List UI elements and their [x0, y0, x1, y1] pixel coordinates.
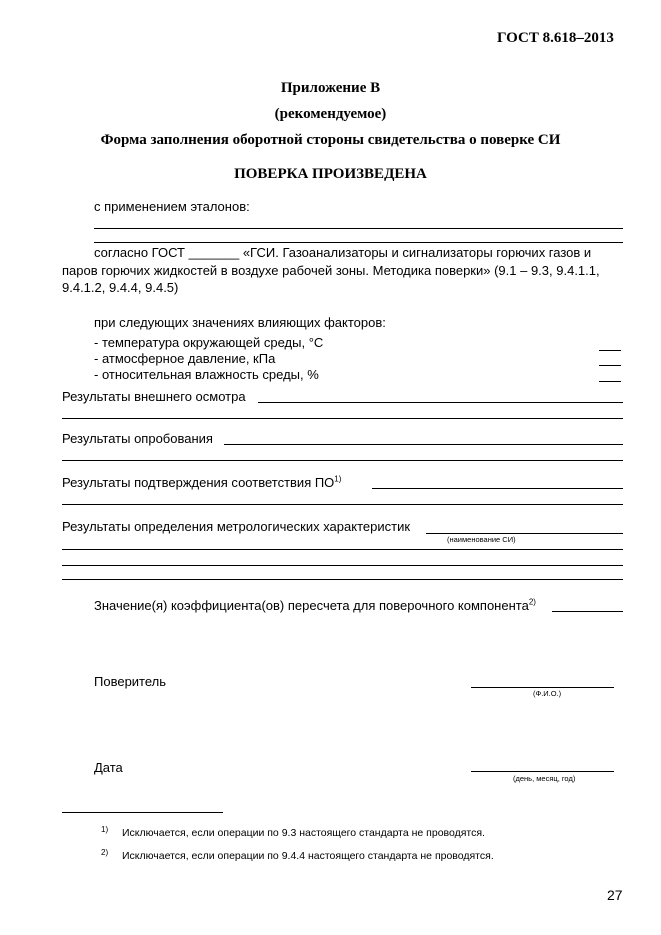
visual-inspection-label: Результаты внешнего осмотра [62, 389, 246, 404]
coefficient-line [552, 611, 623, 612]
metrology-line-3 [62, 565, 623, 566]
standards-text-2: паров горючих жидкостей в воздухе рабочей зоны. Методика поверки» (9.1 – 9.3, 9.4.1.1, [62, 263, 600, 278]
testing-line-2 [62, 460, 623, 461]
date-line [471, 771, 614, 772]
factor-humidity-blank [599, 381, 621, 382]
page-number: 27 [607, 887, 623, 903]
metrology-line-1 [426, 533, 623, 534]
testing-line-1 [224, 444, 623, 445]
appendix-subtitle: Форма заполнения оборотной стороны свидетельства о поверке СИ [100, 132, 561, 148]
software-line-2 [62, 504, 623, 505]
factor-temperature: - температура окружающей среды, °С [94, 335, 324, 350]
metrology-line-2 [62, 549, 623, 550]
factors-label: при следующих значениях влияющих факторов: [94, 315, 386, 330]
coefficient-footnote-mark: 2) [528, 597, 536, 607]
standards-line-1 [94, 228, 623, 229]
factor-temperature-blank [599, 350, 621, 351]
footnote-2-text: Исключается, если операции по 9.4.4 настоящего стандарта не проводятся. [122, 850, 494, 862]
footnote-separator [62, 812, 223, 813]
coefficient-label: Значение(я) коэффициента(ов) пересчета для поверочного компонента$^{2)}$ [94, 597, 536, 613]
software-line-1 [372, 488, 623, 489]
footnote-1-mark: 1) [101, 825, 109, 834]
metrology-label: Результаты определения метрологических характеристик [62, 519, 411, 534]
metrology-caption: (наименование СИ) [447, 535, 516, 544]
visual-inspection-line-2 [62, 418, 623, 419]
date-caption: (день, месяц, год) [513, 774, 576, 783]
software-label: Результаты подтверждения соответствия ПО$^{1)}$ [62, 474, 342, 490]
testing-label: Результаты опробования [62, 431, 213, 446]
standards-line-2 [94, 242, 623, 243]
standards-text-1: согласно ГОСТ _______ «ГСИ. Газоанализаторы и сигнализаторы горючих газов и [94, 245, 592, 260]
footnote-1-text: Исключается, если операции по 9.3 настоящего стандарта не проводятся. [122, 827, 485, 839]
date-label: Дата [94, 760, 123, 775]
factor-humidity: - относительная влажность среды, % [94, 367, 319, 382]
visual-inspection-line-1 [258, 402, 623, 403]
factor-pressure: - атмосферное давление, кПа [94, 351, 276, 366]
document-code: ГОСТ 8.618–2013 [497, 30, 614, 46]
verifier-caption: (Ф.И.О.) [533, 689, 562, 698]
appendix-status: (рекомендуемое) [274, 106, 387, 122]
verifier-signature-line [471, 687, 614, 688]
appendix-title: Приложение В [280, 80, 381, 96]
verifier-label: Поверитель [94, 674, 167, 689]
metrology-line-4 [62, 579, 623, 580]
standards-label: с применением эталонов: [94, 199, 250, 214]
factor-pressure-blank [599, 365, 621, 366]
software-footnote-mark: 1) [334, 474, 342, 484]
standards-text-3: 9.4.1.2, 9.4.4, 9.4.5) [62, 280, 179, 295]
footnote-2-mark: 2) [101, 848, 109, 857]
section-heading: ПОВЕРКА ПРОИЗВЕДЕНА [234, 166, 427, 182]
